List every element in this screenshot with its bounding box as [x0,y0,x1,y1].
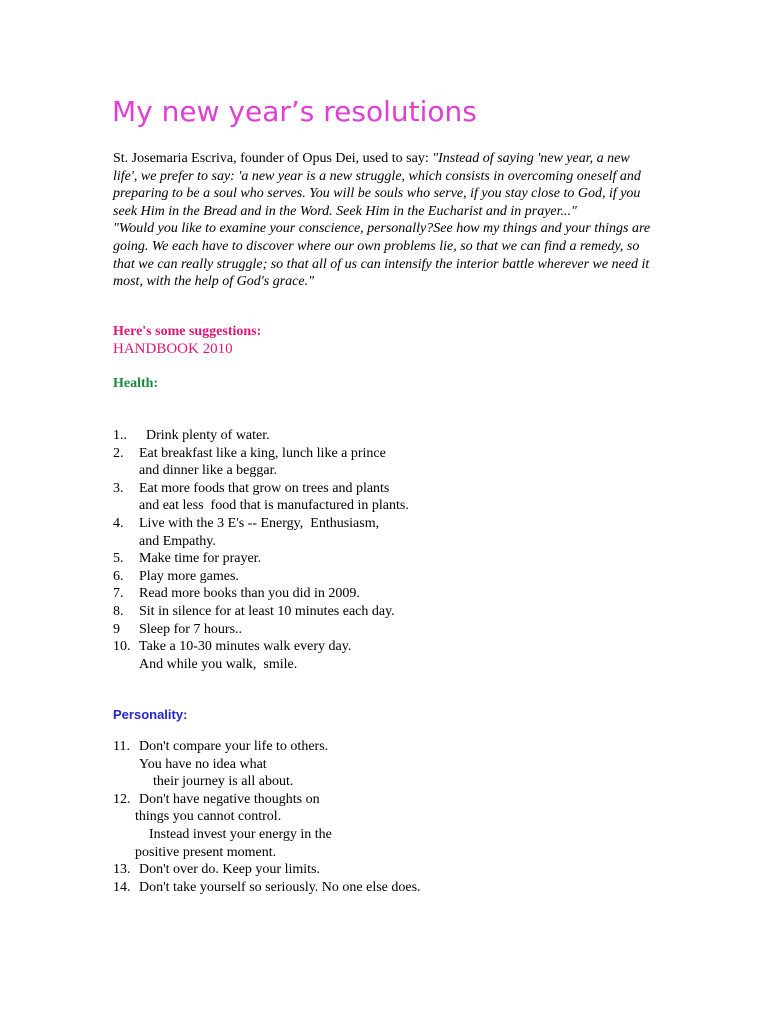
list-item [113,550,409,568]
health-list [113,427,409,673]
list-item-text: and eat less food that is manufactured in plants. [139,498,409,514]
list-item-first-line [113,879,421,897]
list-item-number: 2. [113,445,124,461]
list-item-first-line [113,427,409,445]
list-item [113,621,409,639]
personality-list [113,738,421,896]
list-item-text: things you cannot control. [135,809,282,825]
list-item-text: Don't over do. Keep your limits. [139,862,320,878]
list-item [113,603,409,621]
list-item-first-line [113,621,409,639]
list-item [113,585,409,603]
list-item-number: 10. [113,639,131,655]
list-item [113,568,409,586]
list-item-first-line [113,480,409,498]
list-item-text: Sleep for 7 hours.. [139,621,243,637]
list-item-number: 14. [113,879,131,895]
list-item-first-line [113,638,409,656]
list-item [113,480,409,515]
list-item [113,738,421,791]
list-item-text: Don't compare your life to others. [139,739,329,754]
list-item-first-line [113,585,409,603]
page-title: My new year’s resolutions [112,95,477,128]
list-item-number: 11. [113,739,130,754]
list-item-number: 12. [113,791,131,807]
list-item-text: Don't have negative thoughts on [139,791,320,807]
list-item-continuation [113,462,409,480]
intro-lead: St. Josemaria Escriva, founder of Opus Dei, used to say: [113,151,433,166]
list-item-text: their journey is all about. [139,774,294,790]
list-item-continuation [113,497,409,515]
list-item-number: 5. [113,551,124,567]
list-item-text: You have no idea what [139,756,267,772]
list-item-first-line [113,550,409,568]
list-item-first-line [113,738,421,756]
list-item-text: Drink plenty of water. [139,428,270,443]
list-item-text: Take a 10-30 minutes walk every day. [139,639,352,655]
intro-paragraph [113,150,653,291]
list-item-continuation [113,808,421,826]
list-item-first-line [113,603,409,621]
list-item [113,791,421,861]
list-item [113,879,421,897]
list-item-first-line [113,861,421,879]
list-item-number: 6. [113,568,124,584]
list-item [113,638,409,673]
list-item [113,427,409,445]
list-item [113,445,409,480]
list-item-text: Eat more foods that grow on trees and plants [139,480,390,496]
list-item-text: Make time for prayer. [139,551,262,567]
list-item-number: 9 [113,621,120,637]
list-item-number: 7. [113,586,124,602]
list-item-number: 13. [113,862,131,878]
list-item-number: 4. [113,515,124,531]
list-item-number: 8. [113,603,124,619]
list-item-text: Eat breakfast like a king, lunch like a prince [139,445,386,461]
list-item-text: Live with the 3 E's -- Energy, Enthusiasm, [139,515,380,531]
list-item [113,861,421,879]
list-item-text: and Empathy. [139,533,216,549]
list-item-text: Play more games. [139,568,239,584]
list-item-continuation [113,656,409,674]
list-item-text: Sit in silence for at least 10 minutes each day. [139,603,395,619]
personality-heading: Personality: [113,707,188,722]
list-item-text: and dinner like a beggar. [139,463,278,479]
list-item-continuation [113,773,421,791]
health-heading: Health: [113,376,159,391]
suggestions-heading: Here's some suggestions: [113,324,262,339]
list-item-continuation [113,844,421,862]
list-item-text: And while you walk, smile. [139,656,298,672]
list-item-text: Don't take yourself so seriously. No one else does. [139,879,421,895]
list-item-continuation [113,756,421,774]
list-item-first-line [113,568,409,586]
list-item-text: Instead invest your energy in the [135,826,332,842]
list-item [113,515,409,550]
list-item-continuation [113,533,409,551]
list-item-continuation [113,826,421,844]
handbook-heading: HANDBOOK 2010 [113,341,233,357]
list-item-text: Read more books than you did in 2009. [139,586,360,602]
list-item-first-line [113,445,409,463]
list-item-first-line [113,515,409,533]
list-item-text: positive present moment. [135,844,277,860]
list-item-first-line [113,791,421,809]
intro-quote-2: "Would you like to examine your conscience, personally?See how my things and your things are going. We each have to discover where our own problems lie, so that we can find a remedy, so that we can really struggle; so that all of us can intensify the interior battle wherever we need it most, with the help of God's grace." [113,221,651,290]
list-item-number: 3. [113,480,124,496]
list-item-number: 1.. [113,428,127,443]
intro-quote-1: "Instead of saying 'new year, a new life', we prefer to say: 'a new year is a new struggle, which consists in overcoming oneself and preparing to be a soul who serves. You will be souls who serve, if you stay close to God, if you seek Him in the Bread and in the Word. Seek Him in the Eucharist and in prayer..." [113,151,641,219]
